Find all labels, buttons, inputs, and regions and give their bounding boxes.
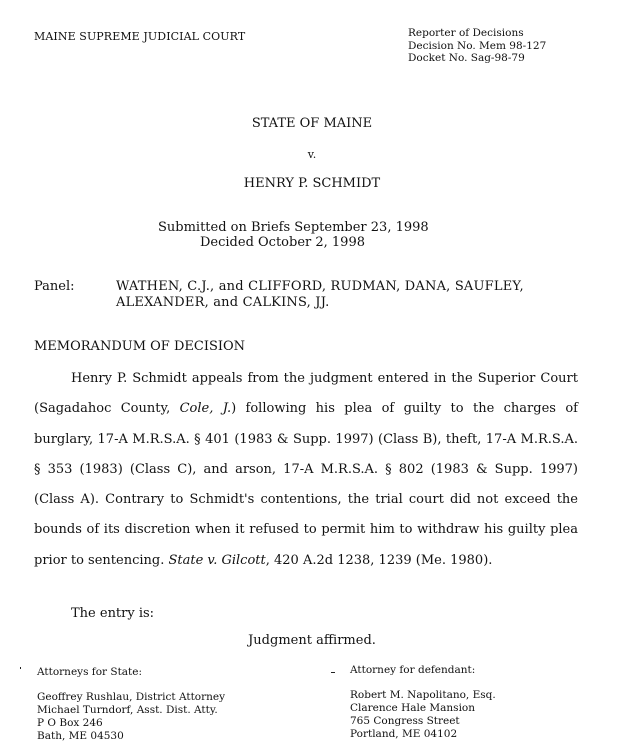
- body-text-3: , 420 A.2d 1238, 1239 (Me. 1980).: [265, 552, 493, 568]
- attorney-state-line: P O Box 246: [37, 717, 103, 729]
- entry-label: The entry is:: [71, 606, 155, 621]
- scan-mark: [20, 667, 21, 669]
- judge-name: Cole, J.: [179, 401, 232, 417]
- submitted-date: Submitted on Briefs September 23, 1998: [158, 220, 429, 235]
- panel-justices: [116, 279, 524, 311]
- attorney-state-line: Bath, ME 04530: [37, 730, 124, 742]
- body-text-2: ) following his plea of guilty to the charges of burglary, 17-A M.R.S.A. § 401 (1983 & Supp. 1997) (Class B), theft, 17-A M.R.S.A. § 353 (1983) (Class C), and arson, 17-A M.R.S.A. § 802 (1983 & Supp. 1997) (Class A). Contrary to Schmidt's contentions, the trial court did not exceed the bounds of its discretion when it refused to permit him to withdraw his guilty plea prior to sentencing.: [34, 401, 578, 568]
- attorneys-state-heading: Attorneys for State:: [37, 666, 143, 678]
- reporter-label: Reporter of Decisions: [408, 27, 524, 39]
- memorandum-title: MEMORANDUM OF DECISION: [34, 339, 246, 354]
- case-citation: State v. Gilcott: [168, 552, 266, 568]
- disposition: Judgment affirmed.: [248, 633, 376, 648]
- decision-paragraph: [34, 364, 578, 576]
- panel-label: Panel:: [34, 279, 75, 294]
- reporter-block: [408, 27, 546, 65]
- attorneys-for-state: [37, 666, 225, 743]
- panel-line-1: WATHEN, C.J., and CLIFFORD, RUDMAN, DANA, SAUFLEY,: [116, 279, 524, 294]
- scan-mark: [331, 672, 335, 673]
- dates-block: [158, 220, 429, 250]
- defendant: HENRY P. SCHMIDT: [243, 176, 381, 191]
- docket-number: Docket No. Sag-98-79: [408, 52, 525, 64]
- attorney-for-defendant: [350, 664, 496, 741]
- body-text-1: Henry P. Schmidt appeals from the judgment entered in the Superior Court (Sagadahoc County,: [34, 371, 578, 417]
- attorney-state-line: Michael Turndorf, Asst. Dist. Atty.: [37, 704, 218, 716]
- plaintiff: STATE OF MAINE: [251, 116, 373, 131]
- attorney-state-line: Geoffrey Rushlau, District Attorney: [37, 691, 226, 703]
- attorney-defendant-line: Clarence Hale Mansion: [350, 702, 476, 714]
- decision-number: Decision No. Mem 98-127: [408, 39, 547, 52]
- decided-date: Decided October 2, 1998: [200, 235, 365, 250]
- attorney-defendant-heading: Attorney for defendant:: [350, 664, 476, 676]
- attorney-defendant-line: Portland, ME 04102: [350, 728, 458, 740]
- court-name: MAINE SUPREME JUDICIAL COURT: [34, 30, 246, 43]
- panel-line-2: ALEXANDER, and CALKINS, JJ.: [116, 295, 330, 310]
- attorney-defendant-line: Robert M. Napolitano, Esq.: [350, 689, 496, 701]
- attorney-defendant-line: 765 Congress Street: [350, 715, 460, 727]
- decision-body: [34, 364, 578, 576]
- versus: v.: [307, 148, 317, 161]
